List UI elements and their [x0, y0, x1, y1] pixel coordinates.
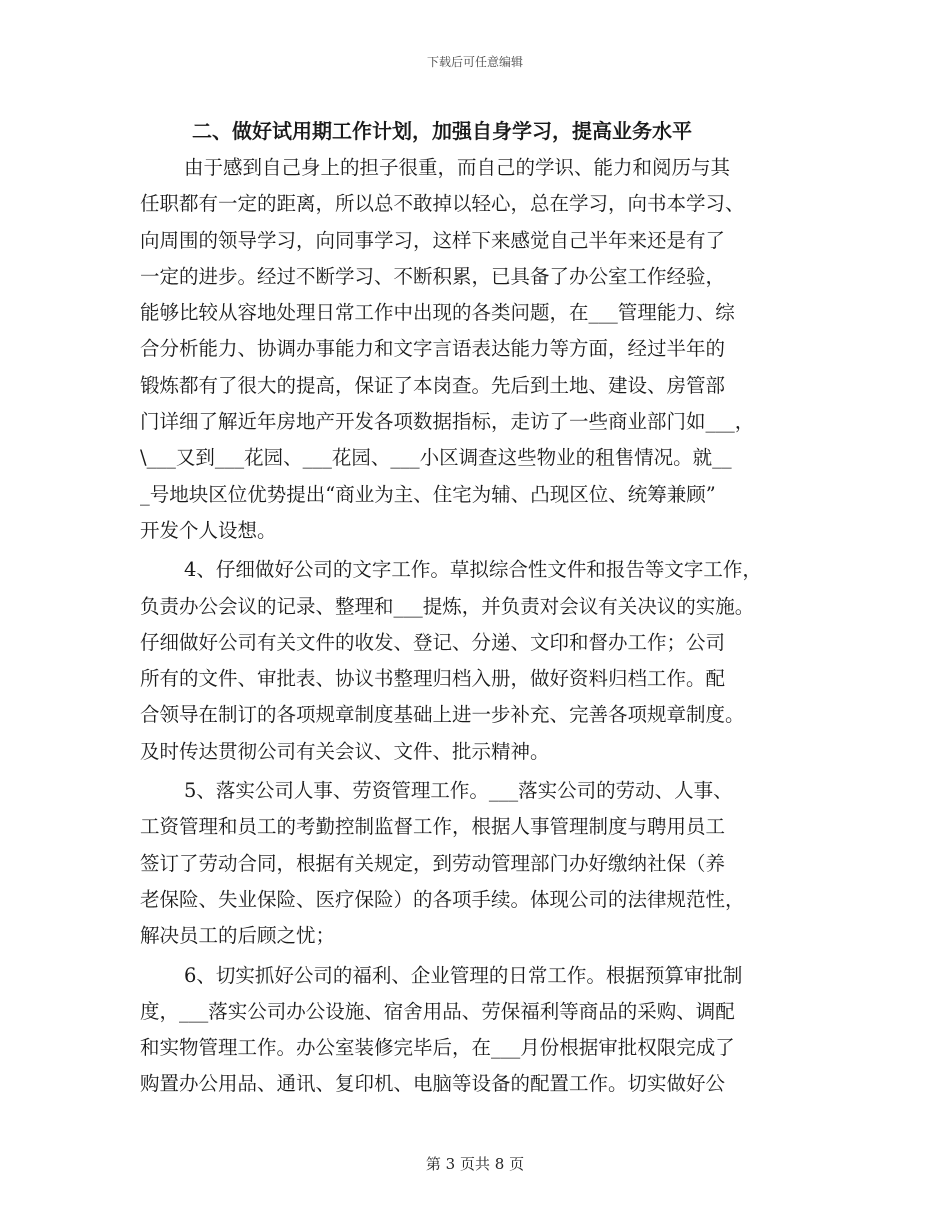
text-line: 一定的进步。经过不断学习、不断积累，已具备了办公室工作经验，	[140, 264, 726, 288]
text-line: 解决员工的后顾之忧；	[140, 924, 336, 948]
text-line: 合分析能力、协调办事能力和文字言语表达能力等方面，经过半年的	[140, 337, 726, 361]
page-header: 下载后可任意编辑	[426, 55, 523, 69]
paragraph	[140, 552, 820, 770]
paragraph	[140, 150, 820, 549]
text-line: 5、落实公司人事、劳资管理工作。___落实公司的劳动、人事、	[184, 779, 733, 803]
text-line: \___又到___花园、___花园、___小区调查这些物业的租售情况。就__	[140, 446, 732, 470]
text-line: 及时传达贯彻公司有关会议、文件、批示精神。	[140, 739, 550, 763]
text-line: 能够比较从容地处理日常工作中出现的各类问题，在___管理能力、综	[140, 301, 735, 325]
section-heading: 二、做好试用期工作计划，加强自身学习，提高业务水平	[192, 119, 692, 143]
text-line: 向周围的领导学习，向同事学习，这样下来感觉自己半年来还是有了	[140, 228, 726, 252]
document-body	[140, 112, 820, 1106]
page-footer: 第 3 页共 8 页	[425, 1155, 525, 1173]
text-line: 老保险、失业保险、医疗保险）的各项手续。体现公司的法律规范性，	[140, 887, 745, 911]
text-line: 门详细了解近年房地产开发各项数据指标，走访了一些商业部门如___，	[140, 410, 755, 434]
paragraph	[140, 773, 820, 954]
text-line: 和实物管理工作。办公室装修完毕后，在___月份根据审批权限完成了	[140, 1036, 735, 1060]
text-line: 所有的文件、审批表、协议书整理归档入册，做好资料归档工作。配	[140, 667, 726, 691]
text-line: 由于感到自己身上的担子很重，而自己的学识、能力和阅历与其	[184, 156, 731, 179]
text-line: 仔细做好公司有关文件的收发、登记、分递、文印和督办工作；公司	[140, 630, 726, 654]
text-line: 签订了劳动合同，根据有关规定，到劳动管理部门办好缴纳社保（养	[140, 851, 726, 875]
text-line: 锻炼都有了很大的提高，保证了本岗查。先后到土地、建设、房管部	[140, 373, 726, 397]
paragraph-container	[140, 150, 820, 1103]
text-line: 4、仔细做好公司的文字工作。草拟综合性文件和报告等文字工作，	[184, 558, 762, 582]
text-line: 度，___落实公司办公设施、宿舍用品、劳保福利等商品的采购、调配	[140, 999, 735, 1023]
text-line: 6、切实抓好公司的福利、企业管理的日常工作。根据预算审批制	[184, 963, 743, 987]
text-line: 购置办公用品、通讯、复印机、电脑等设备的配置工作。切实做好公	[140, 1072, 726, 1096]
text-line: 负责办公会议的记录、整理和___提炼，并负责对会议有关决议的实施。	[140, 594, 755, 618]
text-line: 工资管理和员工的考勤控制监督工作，根据人事管理制度与聘用员工	[140, 815, 726, 839]
text-line: 合领导在制订的各项规章制度基础上进一步补充、完善各项规章制度。	[140, 703, 745, 727]
text-line: 开发个人设想。	[140, 518, 277, 542]
paragraph	[140, 958, 820, 1103]
text-line: 任职都有一定的距离，所以总不敢掉以轻心，总在学习，向书本学习、	[140, 192, 745, 216]
text-line: _号地块区位优势提出“商业为主、住宅为辅、凸现区位、统筹兼顾”	[140, 482, 716, 506]
